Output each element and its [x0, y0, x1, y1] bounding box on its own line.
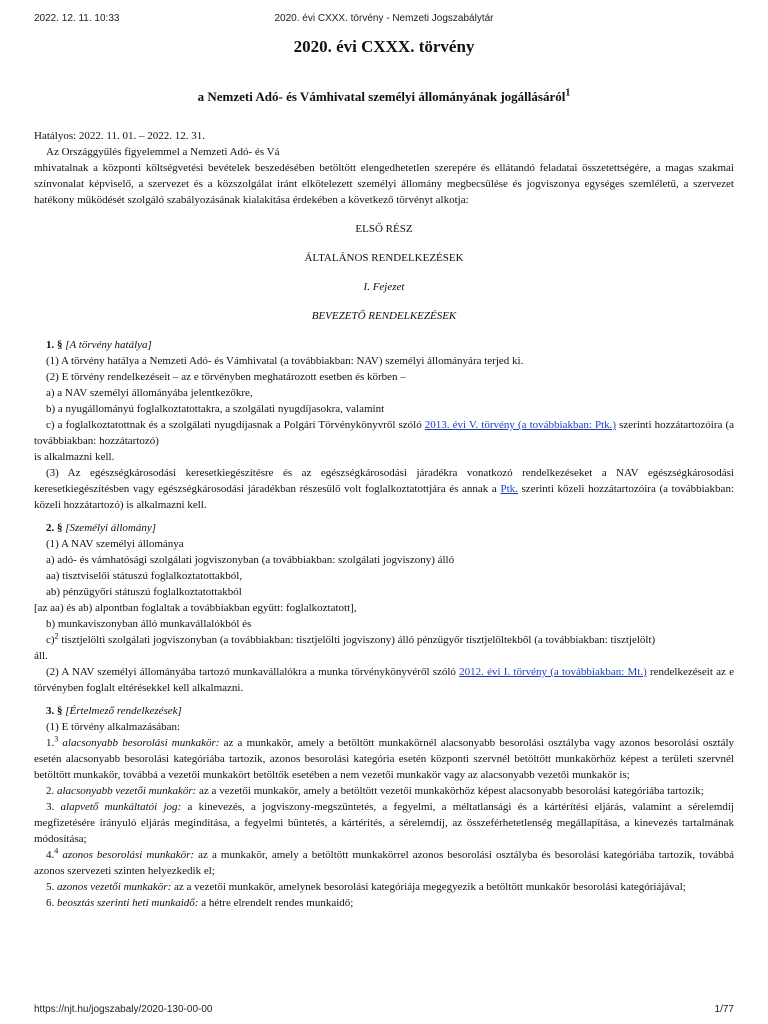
definition-text: a kinevezés, a jogviszony-megszüntetés, a fegyelmi, a méltatlansági és a kártérítési eljárás, valamint a sérelemdíj megfizetésére irányuló eljárás megindítása, a fegyelmi büntetés, a kártérítés, a sérelemdíj, az összeférhetetlenség megállapítása, a kinevezés tartalmának módosítása; — [34, 801, 734, 845]
section-2-heading — [34, 520, 734, 536]
part-heading: ELSŐ RÉSZ — [355, 223, 413, 235]
footnote-ref[interactable]: 3 — [54, 734, 59, 744]
definition-text: a hétre elrendelt rendes munkaidő; — [198, 897, 354, 909]
point: b) munkaviszonyban álló munkavállalókból és — [46, 618, 252, 630]
law-subtitle-text: a Nemzeti Adó- és Vámhivatal személyi állományának jogállásáról — [197, 89, 566, 104]
chapter-heading: I. Fejezet — [363, 281, 405, 293]
footnote-ref[interactable]: 1 — [565, 87, 571, 99]
paragraph-text: (2) A NAV személyi állományába tartozó munkavállalókra a munka törvénykönyvéről szóló — [46, 666, 460, 678]
subpoint: aa) tisztviselői státuszú foglalkoztatottakból, — [46, 570, 243, 582]
print-header — [34, 13, 734, 27]
definition — [34, 879, 734, 895]
paragraph: (1) A törvény hatálya a Nemzeti Adó- és Vámhivatal (a továbbiakban: NAV) személyi állományára terjed ki. — [46, 355, 524, 367]
footer-url[interactable]: https://njt.hu/jogszabaly/2020-130-00-00 — [34, 1004, 213, 1015]
paragraph-tail: áll. — [34, 650, 48, 662]
definition-text: az a vezetői munkakör, amelynek besorolási kategóriája megegyezik a betöltött munkakör besorolási kategóriájával; — [171, 881, 686, 893]
point — [34, 417, 734, 449]
ptk-short-link[interactable]: Ptk. — [500, 483, 518, 495]
definition-number: 5. — [46, 881, 55, 893]
paragraph: (1) A NAV személyi állománya — [46, 538, 184, 550]
preamble-text: mhivatalnak a központi költségvetési bevételek beszedésében betöltött elengedhetetlen szerepére és ellátandó feladatai összetettségére, a magas szakmai színvonalat képviselő, a szervezet és a közszolgálat iránt elkötelezett személyi állomány megbecsülése és jogviszonya egységes szemléletű, a szervezet hatékony működését szolgáló szabályozásának kialakítása érdekében a következő törvényt alkotja: — [34, 162, 734, 206]
definition — [34, 735, 734, 783]
chapter-title: BEVEZETŐ RENDELKEZÉSEK — [311, 310, 457, 322]
law-subtitle — [34, 88, 734, 106]
document-body — [34, 36, 734, 911]
print-footer — [34, 1004, 734, 1018]
section-title: [Személyi állomány] — [65, 522, 156, 534]
definition-term: alacsonyabb besorolási munkakör: — [62, 737, 220, 749]
section-1-heading — [34, 337, 734, 353]
law-title: 2020. évi CXXX. törvény — [293, 37, 475, 56]
bracket-note: [az aa) és ab) alpontban foglaltak a továbbiakban együtt: foglalkoztatott], — [34, 602, 357, 614]
section-number: 2. § — [46, 522, 63, 534]
footnote-ref[interactable]: 2 — [54, 631, 59, 641]
definition — [34, 783, 734, 799]
definition-number: 2. — [46, 785, 55, 797]
section-title: [Értelmező rendelkezések] — [65, 705, 182, 717]
definition — [34, 895, 734, 911]
print-datetime: 2022. 12. 11. 10:33 — [34, 13, 120, 24]
subpoint: ab) pénzügyőri státuszú foglalkoztatottakból — [46, 586, 242, 598]
definition — [34, 847, 734, 879]
footnote-ref[interactable]: 4 — [54, 846, 59, 856]
definition-term: alacsonyabb vezetői munkakör: — [57, 785, 197, 797]
point-text: c) a foglalkoztatottnak és a szolgálati nyugdíjasnak a Polgári Törvénykönyvről szóló — [46, 419, 425, 431]
definition-text: az a munkakör, amely a betöltött munkakörrel azonos besorolási osztályba és besorolási kategóriába tartozik, továbbá azonos szervezeti szinten helyezkedik el; — [34, 849, 735, 877]
paragraph-tail: is alkalmazni kell. — [34, 451, 115, 463]
footer-page-number: 1/77 — [714, 1004, 734, 1015]
definition-term: azonos vezetői munkakör: — [57, 881, 172, 893]
section-title: [A törvény hatálya] — [65, 339, 152, 351]
point-text: tisztjelölti szolgálati jogviszonyban (a továbbiakban: tisztjelölti jogviszony) álló pénzügyőr tisztjelöltekből (a továbbiakban: tisztjelölt) — [58, 634, 656, 646]
definition-number: 1. — [46, 737, 55, 749]
part-title: ÁLTALÁNOS RENDELKEZÉSEK — [304, 252, 464, 264]
print-page-title: 2020. évi CXXX. törvény - Nemzeti Jogszabálytár — [274, 13, 494, 24]
point: a) adó- és vámhatósági szolgálati jogviszonyban (a továbbiakban: szolgálati jogviszony) álló — [46, 554, 455, 566]
point: b) a nyugállományú foglalkoztatottakra, a szolgálati nyugdíjasokra, valamint — [46, 403, 385, 415]
paragraph-text: rendelkezéseit az e törvényben foglalt eltérésekkel kell alkalmazni. — [34, 666, 734, 694]
definition-term: beosztás szerinti heti munkaidő: — [57, 897, 199, 909]
paragraph — [34, 465, 734, 513]
preamble-first-line: Az Országgyűlés figyelemmel a Nemzeti Adó- és Vá — [46, 146, 280, 158]
definition-text: az a vezetői munkakör, amely a betöltött vezetői munkakörhöz képest alacsonyabb besorolási kategóriába tartozik; — [196, 785, 704, 797]
definition-number: 3. — [46, 801, 55, 813]
paragraph-text: (3) Az egészségkárosodási keresetkiegészítésre és az egészségkárosodási járadékra vonatkozó rendelkezéseket a NAV egészségkárosodási keresetkiegészítésben vagy egészségkárosodási járadékban részesülő volt foglalkoztatottjára és annak a — [34, 467, 734, 495]
definition-term: alapvető munkáltatói jog: — [60, 801, 182, 813]
point: a) a NAV személyi állományába jelentkezőkre, — [46, 387, 253, 399]
definition-number: 6. — [46, 897, 55, 909]
paragraph — [34, 664, 734, 696]
ptk-link[interactable]: 2013. évi V. törvény (a továbbiakban: Ptk.) — [424, 419, 617, 431]
section-number: 1. § — [46, 339, 63, 351]
section-number: 3. § — [46, 705, 63, 717]
definition-term: azonos besorolási munkakör: — [62, 849, 195, 861]
definition-text: az a munkakör, amely a betöltött munkakörnél alacsonyabb besorolási osztályba vagy azonos besorolási osztály esetén alacsonyabb besorolási kategóriába tartozik, azonos besorolási kategória esetén központi szervnél betöltött munkakörhöz képest a területi szervnél betöltött munkakör, továbbá a vezetői munkakört betöltők esetében a nem vezetői munkakör vagy az alacsonyabb vezetői munkakör is; — [34, 737, 735, 781]
point-text: c) — [46, 634, 55, 646]
definition — [34, 799, 734, 847]
effective-dates: Hatályos: 2022. 11. 01. – 2022. 12. 31. — [34, 130, 205, 142]
point — [34, 632, 734, 648]
mt-link[interactable]: 2012. évi I. törvény (a továbbiakban: Mt.) — [459, 666, 647, 678]
paragraph-text: szerinti közeli hozzátartozóira (a továbbiakban: közeli hozzátartozó) is alkalmazni kell. — [34, 483, 734, 511]
definition-number: 4. — [46, 849, 55, 861]
paragraph: (2) E törvény rendelkezéseit – az e törvényben meghatározott esetben és körben – — [46, 371, 406, 383]
point-text: szerinti hozzátartozóira (a továbbiakban: hozzátartozó) — [34, 419, 734, 447]
section-3-heading — [34, 703, 734, 719]
paragraph: (1) E törvény alkalmazásában: — [46, 721, 181, 733]
